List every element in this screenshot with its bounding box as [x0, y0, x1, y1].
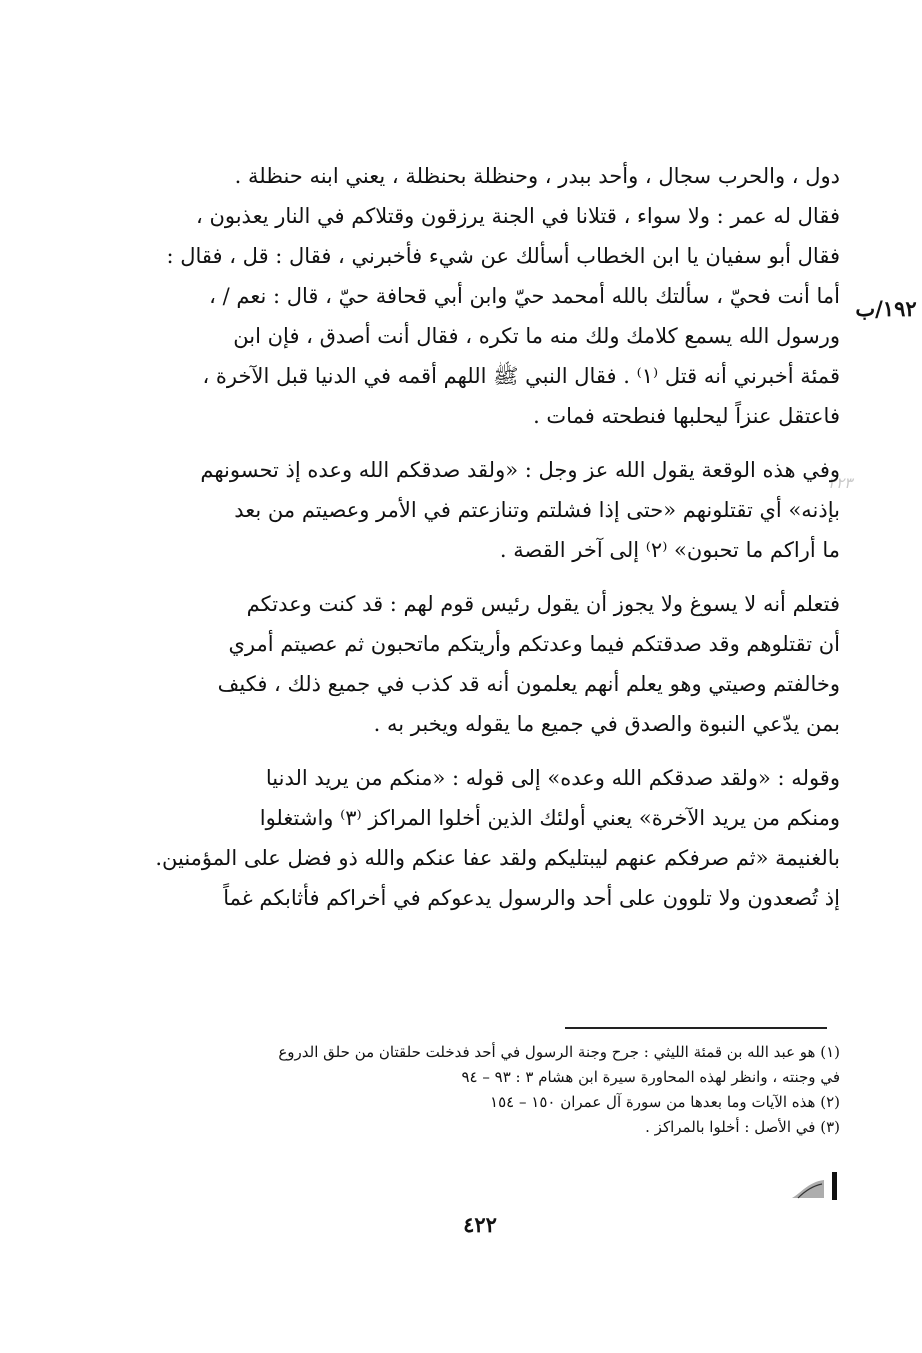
text-line: وخالفتم وصيتي وهو يعلم أنهم يعلمون أنه قد كذب في جميع ذلك ، فكيف — [217, 672, 840, 696]
footnotes — [140, 1040, 840, 1140]
margin-folio-reference: ١٩٢/ب — [855, 296, 917, 321]
paragraph-2 — [140, 450, 840, 570]
text-line: فاعتقل عنزاً ليحلبها فنطحته فمات . — [533, 404, 840, 428]
page-number: ٤٢٢ — [463, 1212, 497, 1237]
text-line: فقال له عمر : ولا سواء ، قتلانا في الجنة يرزقون وقتلاكم في النار يعذبون ، — [195, 204, 840, 228]
text-line: إذ تُصعدون ولا تلوون على أحد والرسول يدعوكم في أخراكم فأثابكم غماً — [223, 886, 840, 910]
paragraph-1 — [140, 156, 840, 436]
paragraph-3 — [140, 584, 840, 744]
text-line: فتعلم أنه لا يسوغ ولا يجوز أن يقول رئيس قوم لهم : قد كنت وعدتكم — [246, 592, 840, 616]
text-line: وفي هذه الوقعة يقول الله عز وجل : «ولقد صدقكم الله وعده إذ تحسونهم — [200, 458, 840, 482]
footnote-separator — [565, 1027, 827, 1029]
text-line: أما أنت فحيّ ، سألتك بالله أمحمد حيّ وابن أبي قحافة حيّ ، قال : نعم / ، — [209, 284, 840, 308]
main-text — [140, 156, 840, 918]
text-line: ورسول الله يسمع كلامك ولك منه ما تكره ، فقال أنت أصدق ، فإن ابن — [233, 324, 840, 348]
text-line: بإذنه» أي تقتلونهم «حتى إذا فشلتم وتنازعتم في الأمر وعصيتم من بعد — [234, 498, 840, 522]
text-line: دول ، والحرب سجال ، وأحد ببدر ، وحنظلة بحنظلة ، يعني ابنه حنظلة . — [234, 164, 840, 188]
footnote-line: (١) هو عبد الله بن قمئة الليثي : جرح وجنة الرسول في أحد فدخلت حلقتان من حلق الدروع — [278, 1043, 840, 1061]
footnote-line: في وجنته ، وانظر لهذه المحاورة سيرة ابن هشام ٣ : ٩٣ – ٩٤ — [461, 1068, 840, 1086]
text-line: ومنكم من يريد الآخرة» يعني أولئك الذين أخلوا المراكز ⁽٣⁾ واشتغلوا — [259, 806, 840, 830]
scan-corner-mark — [790, 1168, 842, 1202]
footnote-line: (٣) في الأصل : أخلوا بالمراكز . — [645, 1118, 840, 1136]
text-line: بالغنيمة «ثم صرفكم عنهم ليبتليكم ولقد عفا عنكم والله ذو فضل على المؤمنين. — [155, 846, 840, 870]
paragraph-4 — [140, 758, 840, 918]
text-line: أن تقتلوهم وقد صدقتكم فيما وعدتكم وأريتكم ماتحبون ثم عصيتم أمري — [228, 632, 840, 656]
footnote-line: (٢) هذه الآيات وما بعدها من سورة آل عمران ١٥٠ – ١٥٤ — [490, 1093, 840, 1111]
text-line: قمئة أخبرني أنه قتل ⁽١⁾ . فقال النبي ﷺ اللهم أقمه في الدنيا قبل الآخرة ، — [202, 364, 840, 388]
margin-scribble: ٢٢٣ — [828, 474, 853, 492]
text-line: فقال أبو سفيان يا ابن الخطاب أسألك عن شيء فأخبرني ، فقال : قل ، فقال : — [166, 244, 840, 268]
text-line: وقوله : «ولقد صدقكم الله وعده» إلى قوله : «منكم من يريد الدنيا — [265, 766, 840, 790]
text-line: بمن يدّعي النبوة والصدق في جميع ما يقوله ويخبر به . — [373, 712, 840, 736]
text-line: ما أراكم ما تحبون» ⁽٢⁾ إلى آخر القصة . — [499, 538, 840, 562]
